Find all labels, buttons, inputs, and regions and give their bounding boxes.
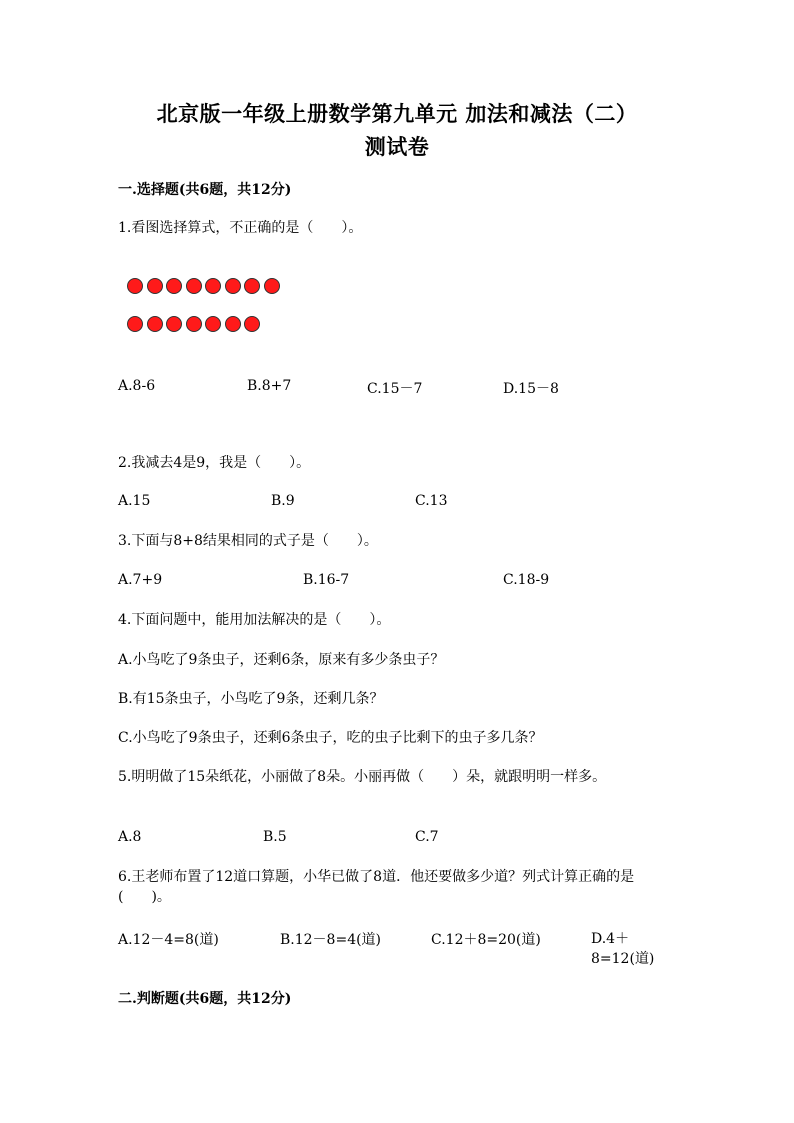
question-5-option-c[interactable]: C.7	[415, 829, 439, 845]
question-2-option-a[interactable]: A.15	[118, 493, 151, 509]
red-dot	[205, 316, 221, 332]
red-dot	[244, 316, 260, 332]
question-4-option-c[interactable]: C.小鸟吃了9条虫子，还剩6条虫子，吃的虫子比剩下的虫子多几条？	[118, 730, 543, 746]
question-4-option-a[interactable]: A.小鸟吃了9条虫子，还剩6条，原来有多少条虫子？	[118, 652, 445, 668]
question-5-stem: 5.明明做了15朵纸花，小丽做了8朵。小丽再做（ ）朵，就跟明明一样多。	[118, 769, 607, 785]
red-dot	[147, 316, 163, 332]
question-6-option-a[interactable]: A.12－4=8(道)	[118, 932, 219, 948]
question-6-option-b[interactable]: B.12－8=4(道)	[280, 932, 382, 948]
red-dot	[127, 316, 143, 332]
question-5-option-a[interactable]: A.8	[118, 829, 142, 845]
question-3-stem: 3.下面与8+8结果相同的式子是（ ）。	[118, 533, 378, 549]
question-1-option-a[interactable]: A.8-6	[118, 378, 156, 394]
question-2-option-c[interactable]: C.13	[415, 493, 448, 509]
red-dot	[147, 278, 163, 294]
section-heading-choice: 一.选择题(共6题，共12分)	[118, 182, 292, 198]
page-title: 北京版一年级上册数学第九单元 加法和减法（二）	[156, 101, 638, 126]
question-6-option-c[interactable]: C.12＋8=20(道)	[431, 932, 541, 948]
red-dot	[225, 316, 241, 332]
question-1-option-c[interactable]: C.15－7	[367, 381, 423, 397]
red-dot	[244, 278, 260, 294]
question-6-option-d[interactable]: D.4＋8=12(道)	[591, 931, 655, 967]
question-1-option-b[interactable]: B.8+7	[247, 378, 292, 394]
red-dot	[186, 278, 202, 294]
page-subtitle: 测试卷	[364, 134, 430, 159]
question-3-option-b[interactable]: B.16-7	[303, 572, 350, 588]
question-1-option-d[interactable]: D.15－8	[503, 381, 559, 397]
section-heading-judgement: 二.判断题(共6题，共12分)	[118, 991, 292, 1007]
red-dot	[166, 278, 182, 294]
question-4-stem: 4.下面问题中，能用加法解决的是（ ）。	[118, 612, 391, 628]
red-dot	[225, 278, 241, 294]
red-dot	[205, 278, 221, 294]
question-5-option-b[interactable]: B.5	[263, 829, 287, 845]
question-6-stem: 6.王老师布置了12道口算题，小华已做了8道．他还要做多少道？列式计算正确的是( )。	[118, 869, 635, 905]
red-dot	[186, 316, 202, 332]
question-2-stem: 2.我减去4是9，我是（ ）。	[118, 455, 311, 471]
red-dot	[264, 278, 280, 294]
red-dot	[166, 316, 182, 332]
question-3-option-c[interactable]: C.18-9	[503, 572, 550, 588]
question-3-option-a[interactable]: A.7+9	[118, 572, 163, 588]
question-1-stem: 1.看图选择算式，不正确的是（ ）。	[118, 220, 363, 236]
red-dot	[127, 278, 143, 294]
question-2-option-b[interactable]: B.9	[271, 493, 295, 509]
question-4-option-b[interactable]: B.有15条虫子，小鸟吃了9条，还剩几条？	[118, 691, 384, 707]
